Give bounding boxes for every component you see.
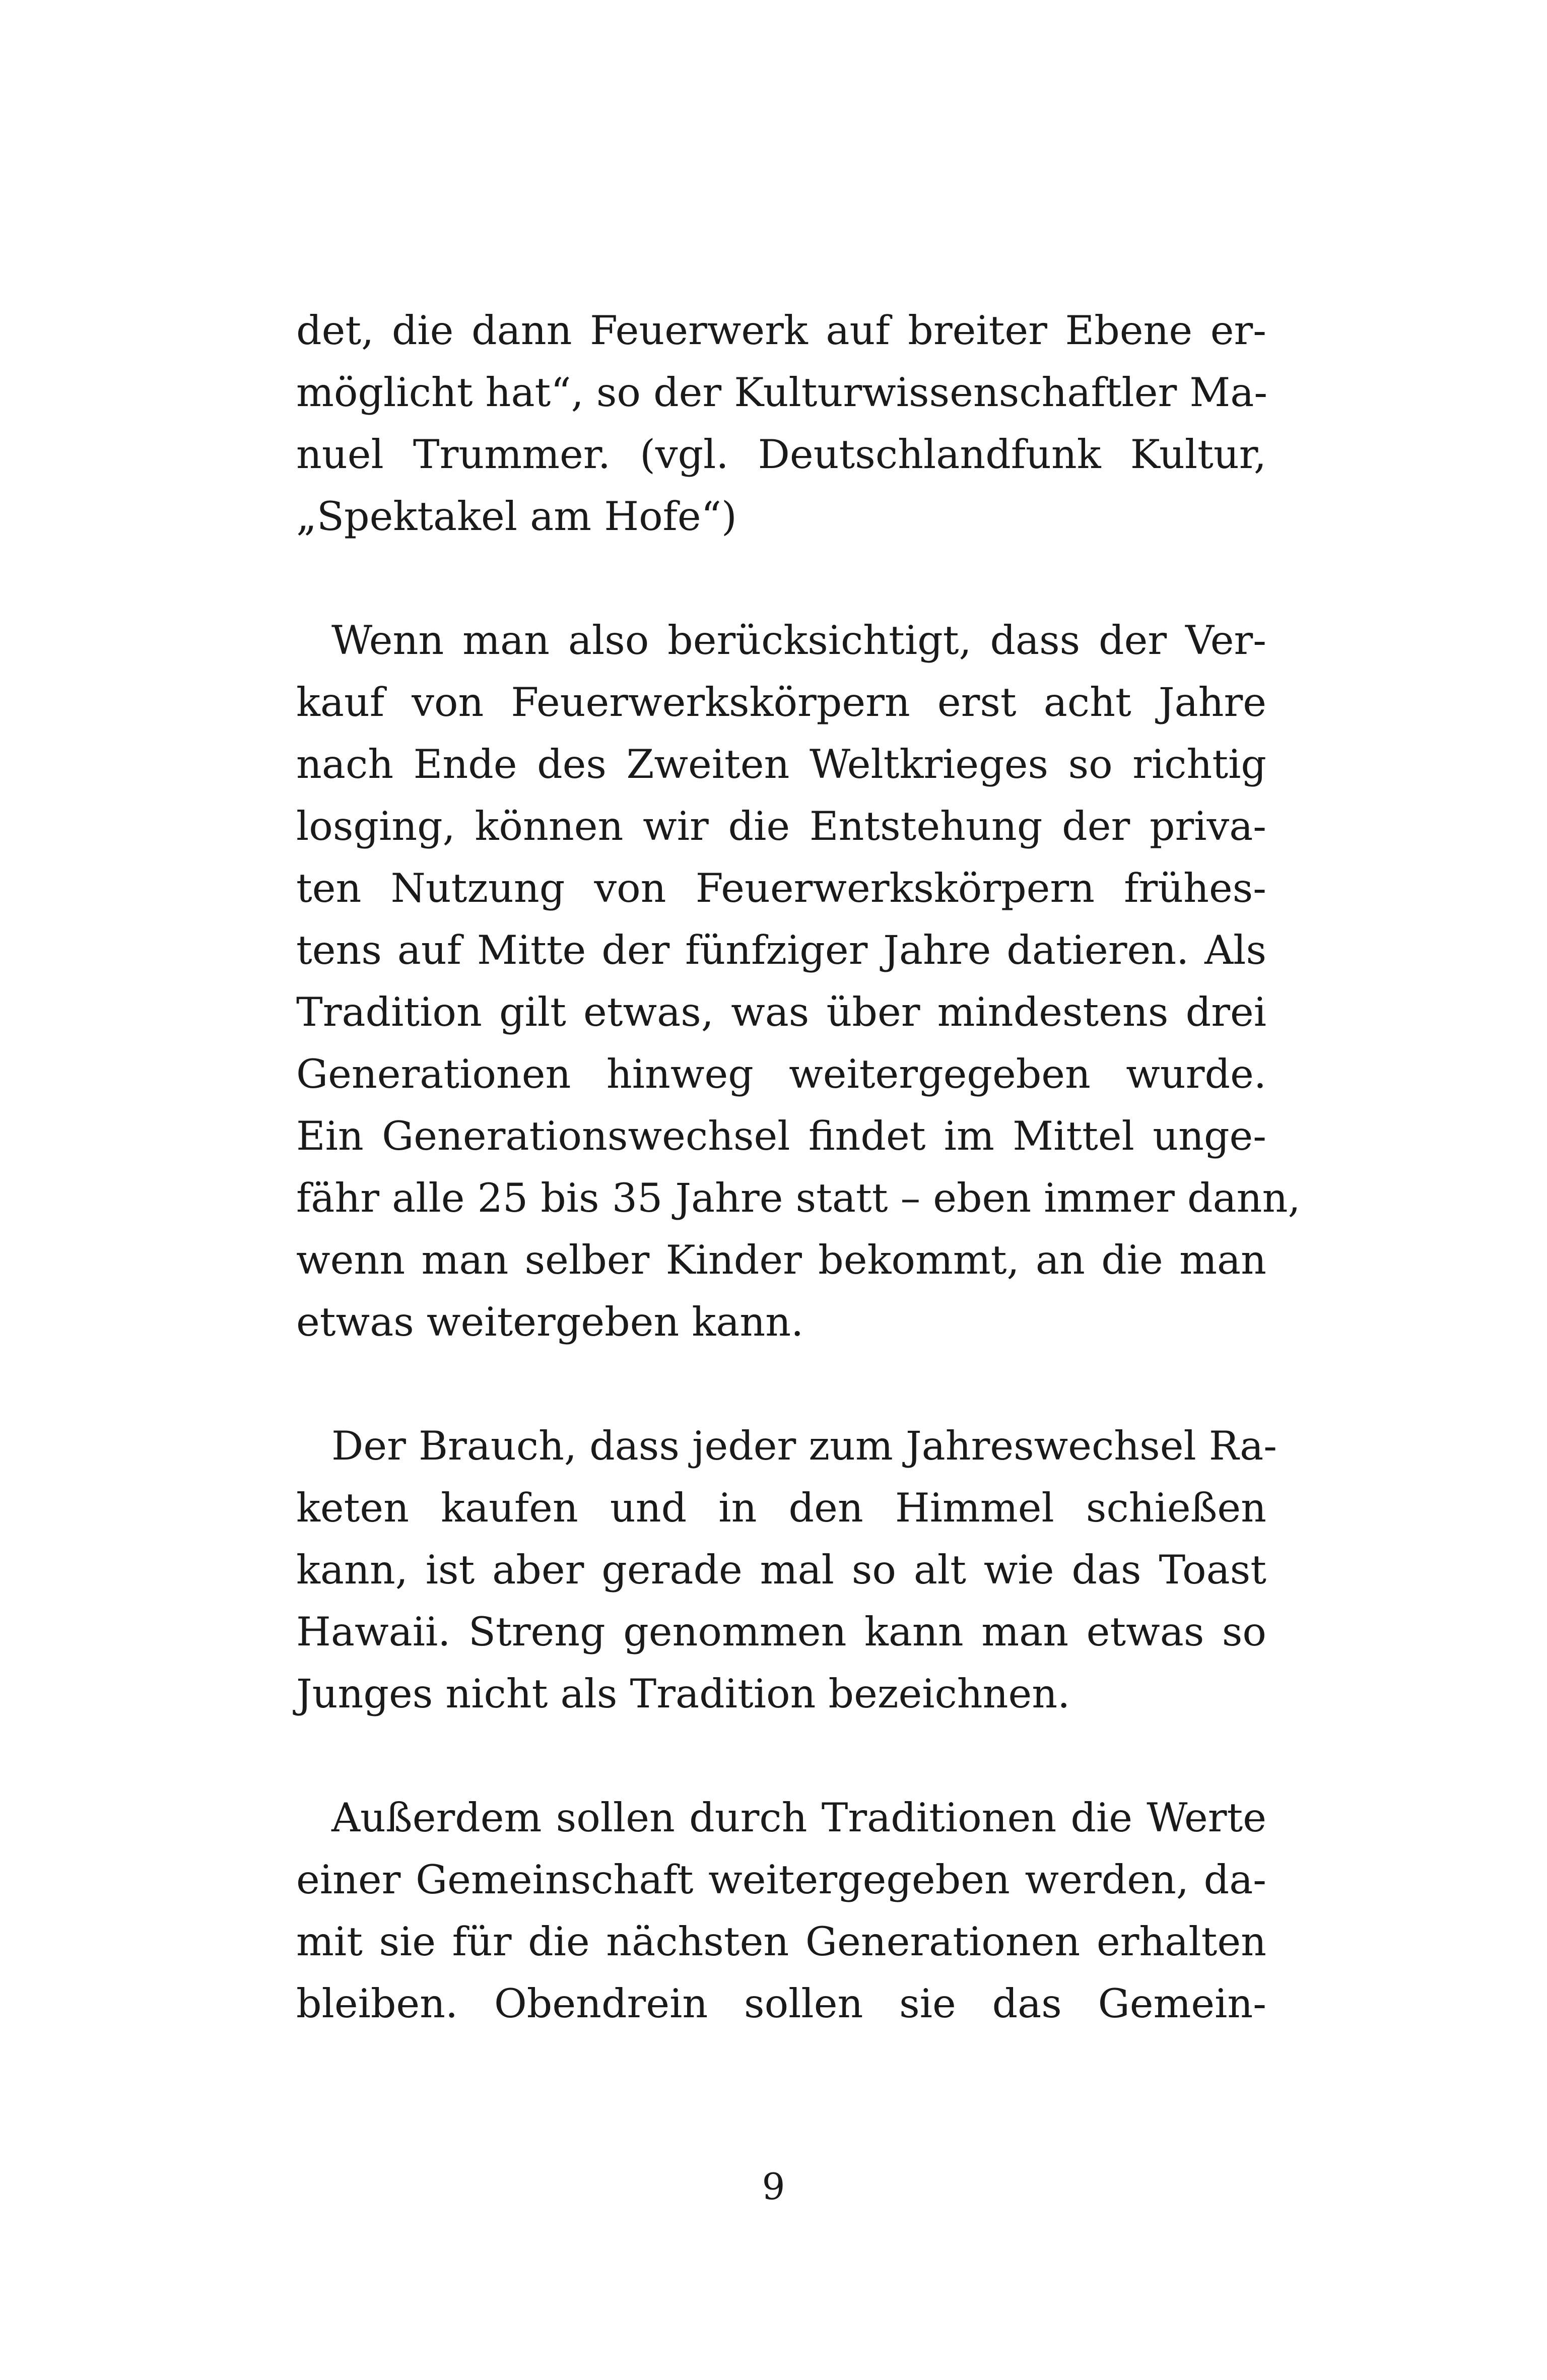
text-line: wenn man selber Kinder bekommt, an die man [296, 1237, 1266, 1283]
text-line: Tradition gilt etwas, was über mindestens drei [296, 989, 1266, 1035]
paragraph-2 [296, 610, 1301, 1353]
text-line: Der Brauch, dass jeder zum Jahreswechsel Ra- [331, 1423, 1277, 1469]
text-line: kauf von Feuerwerkskörpern erst acht Jahre [296, 679, 1266, 725]
text-line: nuel Trummer. (vgl. Deutschlandfunk Kultur, [296, 431, 1266, 478]
text-line: Außerdem sollen durch Traditionen die Werte [331, 1795, 1266, 1841]
text-line: keten kaufen und in den Himmel schießen [296, 1485, 1266, 1531]
text-line: Generationen hinweg weitergegeben wurde. [296, 1051, 1266, 1097]
text-line: Wenn man also berücksichtigt, dass der Ver- [331, 617, 1266, 664]
text-line: tens auf Mitte der fünfziger Jahre datieren. Als [296, 927, 1266, 973]
paragraph-1 [296, 300, 1266, 548]
text-line: det, die dann Feuerwerk auf breiter Ebene er- [296, 307, 1266, 354]
text-line: mit sie für die nächsten Generationen erhalten [296, 1919, 1266, 1965]
text-line: kann, ist aber gerade mal so alt wie das Toast [296, 1547, 1266, 1593]
text-line: Ein Generationswechsel findet im Mittel unge- [296, 1113, 1266, 1159]
text-line: ten Nutzung von Feuerwerkskörpern frühes- [296, 865, 1266, 911]
text-line: nach Ende des Zweiten Weltkrieges so richtig [296, 741, 1266, 787]
paragraph-4 [296, 1787, 1266, 2035]
text-line: losging, können wir die Entstehung der priva- [296, 803, 1266, 849]
page-number: 9 [762, 2165, 785, 2208]
text-line: fähr alle 25 bis 35 Jahre statt – eben immer dann, [296, 1175, 1301, 1221]
text-line: Junges nicht als Tradition bezeichnen. [296, 1671, 1070, 1717]
text-line: „Spektakel am Hofe“) [296, 493, 737, 540]
text-line: Hawaii. Streng genommen kann man etwas so [296, 1609, 1266, 1655]
paragraph-3 [296, 1415, 1277, 1725]
body-text [296, 300, 1301, 2097]
text-line: einer Gemeinschaft weitergegeben werden, da- [296, 1857, 1266, 1903]
text-line: etwas weitergeben kann. [296, 1299, 804, 1345]
text-line: möglicht hat“, so der Kulturwissenschaftler Ma- [296, 369, 1268, 416]
text-line: bleiben. Obendrein sollen sie das Gemein- [296, 1980, 1266, 2027]
